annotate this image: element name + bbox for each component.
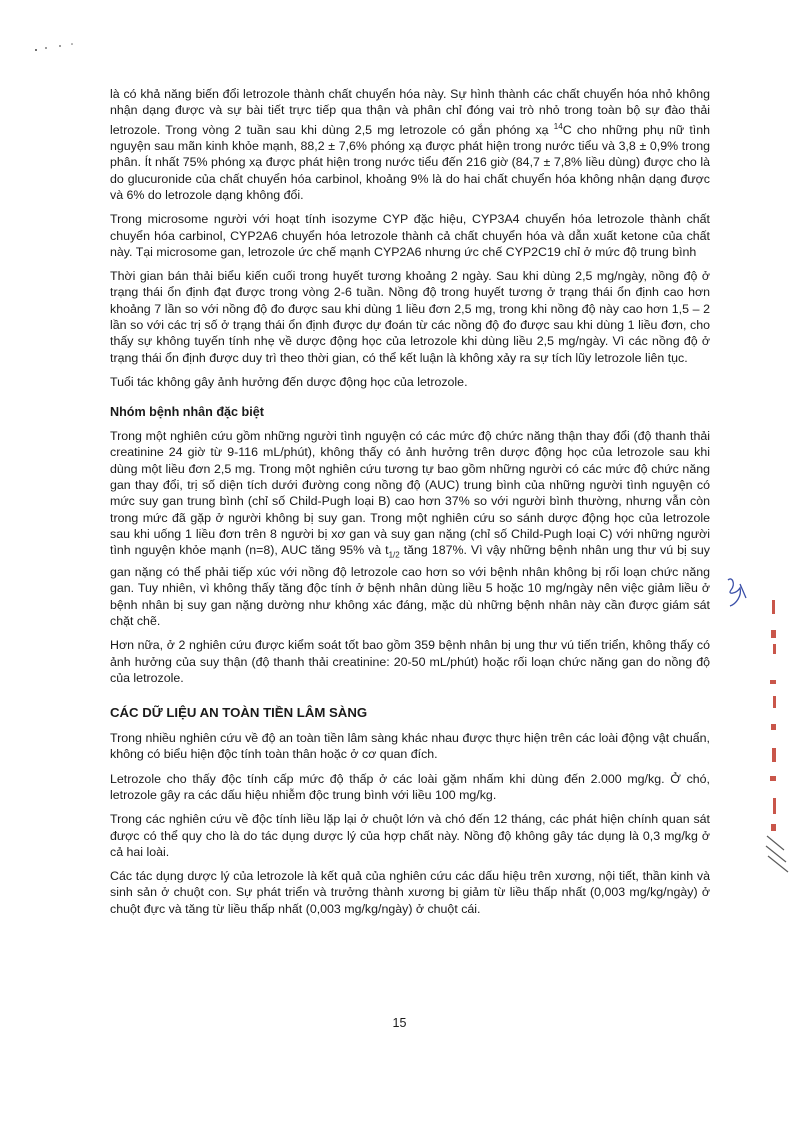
paragraph-controlled-studies: Hơn nữa, ở 2 nghiên cứu được kiểm soát tốt bao gồm 359 bệnh nhân bị ung thư vú tiến triển, không thấy có ảnh hưởng của suy thận (độ thanh thải creatinine: 20-50 mL/phút) hoặc rối loạn chức năng gan do nồng độ của letrozole. xyxy=(110,638,710,685)
paragraph-renal-hepatic: Trong một nghiên cứu gồm những người tình nguyện có các mức độ chức năng thận thay đổi (độ thanh thải creatinine 24 giờ từ 9-116 mL/phút), không thấy có ảnh hưởng trên dược động học của letrozole sau khi dùng một liều đơn 2,5 mg. Trong một nghiên cứu tương tự bao gồm những người có các mức độ chức năng gan thay đổi, trị số diện tích dưới đường cong nồng độ (AUC) trung bình của những người tình nguyện có mức suy gan trung bình (chỉ số Child-Pugh loại B) cao hơn 37% so với người bình thường, nhưng vẫn còn trong mức đã gặp ở người không bị suy gan. Trong một nghiên cứu so sánh dược động học của letrozole sau khi uống 1 liều đơn trên 8 người bị xơ gan và suy gan nặng (chỉ số Child-Pugh loại C) với những người tình nguyện khỏe mạnh (n=8), AUC tăng 95% và $t_{1/2}$ tăng 187%. Vì vậy những bệnh nhân ung thư vú bị suy gan nặng có thể phải tiếp xúc với nồng độ letrozole cao hơn so với bệnh nhân không bị rối loạn chức năng gan. Tuy nhiên, vì không thấy tăng độc tính ở bệnh nhân dùng liều 5 hoặc 10 mg/ngày nên việc giảm liều ở bệnh nhân bị suy gan nặng dường như không xác đáng, mặc dù những bệnh nhân này cần được giám sát chặt chẽ. xyxy=(110,429,710,628)
paragraph-half-life: Thời gian bán thải biểu kiến cuối trong huyết tương khoảng 2 ngày. Sau khi dùng 2,5 mg/ngày, nồng độ ở trạng thái ổn định đạt được trong vòng 2-6 tuần. Nồng độ trong huyết tương ở trạng thái ổn định cao hơn khoảng 7 lần so với nồng độ đo được sau khi dùng 1 liều đơn 2,5 mg, trong khi nồng độ này cao hơn 1,5 – 2 lần so với các trị số ở trạng thái ổn định được dự đoán từ các nồng độ đo được sau khi dùng 1 liều đơn, cho thấy sự không tuyến tính nhẹ về dược động học của letrozole khi dùng liều 2,5 mg/ngày. Vì các nồng độ ở trạng thái ổn định được duy trì theo thời gian, có thể kết luận là không xảy ra sự tích lũy letrozole liên tục. xyxy=(110,269,710,365)
isotope-superscript: 14 xyxy=(553,121,563,131)
paragraph-microsome: Trong microsome người với hoạt tính isozyme CYP đặc hiệu, CYP3A4 chuyển hóa letrozole thành chất chuyển hóa carbinol, CYP2A6 chuyển hóa letrozole thành cả chất chuyển hóa và dẫn xuất ketone của chất này. Tại microsome gan, letrozole ức chế mạnh CYP2A6 nhưng ức chế CYP2C19 chỉ ở mức độ trung bình xyxy=(110,212,710,259)
paragraph-excretion: là có khả năng biến đổi letrozole thành chất chuyển hóa này. Sự hình thành các chất chuyển hóa nhỏ không nhận dạng được và sự bài tiết trực tiếp qua thận và phân chỉ đóng vai trò nhỏ trong toàn bộ sự đào thải letrozole. Trong vòng 2 tuần sau khi dùng 2,5 mg letrozole có gắn phóng xạ $^{14}$C cho những phụ nữ tình nguyện sau mãn kinh khỏe mạnh, 88,2 ± 7,6% phóng xạ được phát hiện trong nước tiểu và 3,8 ± 0,9% trong phân. Ít nhất 75% phóng xạ được phát hiện trong nước tiểu đến 216 giờ (84,7 ± 7,8% liều dùng) được cho là do glucuronide của chất chuyển hóa carbinol, khoảng 9% là do hai chất chuyển hóa không nhận dạng được và 6% do letrozole dạng không đổi. xyxy=(110,87,710,202)
paragraph-age: Tuổi tác không gây ảnh hưởng đến dược động học của letrozole. xyxy=(110,374,468,389)
section-heading-special-populations: Nhóm bệnh nhân đặc biệt xyxy=(110,405,264,420)
half-life-subscript: 1/2 xyxy=(388,550,400,560)
handwritten-initials-mark xyxy=(722,574,752,610)
paragraph-preclinical-4: Các tác dụng dược lý của letrozole là kết quả của nghiên cứu các dấu hiệu trên xương, nội tiết, thần kinh và sinh sản ở chuột con. Sự phát triển và trưởng thành xương bị giảm từ liều thấp nhất (0,003 mg/kg/ngày) ở chuột đực và tăng từ liều thấp nhất (0,003 mg/kg/ngày) ở chuột cái. xyxy=(110,869,710,916)
page-number: 15 xyxy=(392,1016,407,1030)
paragraph-preclinical-2: Letrozole cho thấy độc tính cấp mức độ thấp ở các loài gặm nhấm khi dùng đến 2.000 mg/kg. Ở chó, letrozole gây ra các dấu hiệu nhiễm độc trung bình với liều 100 mg/kg. xyxy=(110,771,710,802)
section-heading-preclinical: CÁC DỮ LIỆU AN TOÀN TIỀN LÂM SÀNG xyxy=(110,705,368,721)
document-body xyxy=(110,86,710,925)
paragraph-preclinical-1: Trong nhiều nghiên cứu về độ an toàn tiền lâm sàng khác nhau được thực hiện trên các loài động vật chuẩn, không có biểu hiện độc tính toàn thân hoặc ở cơ quan đích. xyxy=(110,731,710,762)
margin-stamp-strip xyxy=(762,600,792,880)
scan-speck-marks xyxy=(34,40,84,54)
paragraph-preclinical-3: Trong các nghiên cứu về độc tính liều lặp lại ở chuột lớn và chó đến 12 tháng, các phát hiện chính quan sát được có thể quy cho là do tác dụng dược lý của hợp chất này. Nồng độ không gây tác dụng là 0,3 mg/kg ở cả hai loài. xyxy=(110,812,710,859)
